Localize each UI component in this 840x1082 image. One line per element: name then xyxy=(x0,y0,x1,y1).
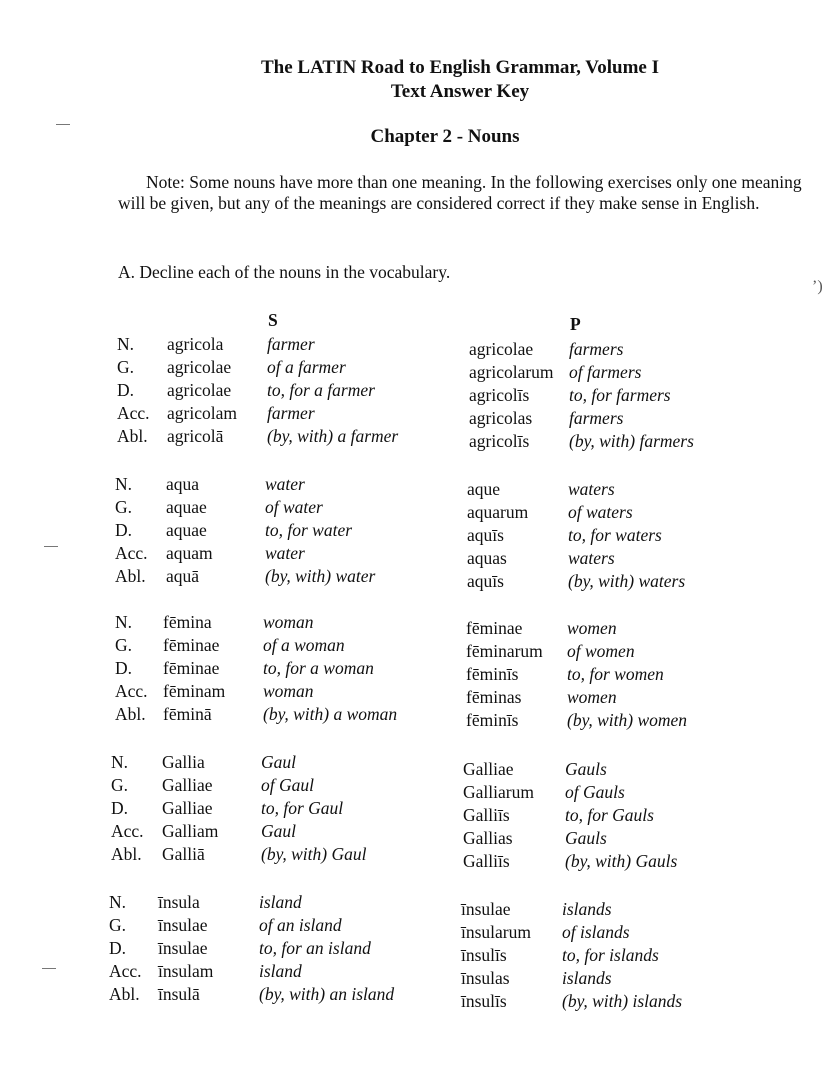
singular-english-meaning: (by, with) a farmer xyxy=(267,426,399,446)
plural-latin-form: aque xyxy=(467,479,501,499)
singular-english-meaning: (by, with) Gaul xyxy=(261,844,367,864)
plural-latin-form: īnsulīs xyxy=(461,991,507,1011)
plural-latin-form: īnsulae xyxy=(461,899,511,919)
declension-row xyxy=(0,892,840,919)
plural-latin-form: agricolarum xyxy=(469,362,554,382)
case-label: N. xyxy=(117,334,135,354)
singular-english-meaning: to, for Gaul xyxy=(261,798,344,818)
declension-row xyxy=(0,497,840,522)
declension-row xyxy=(0,426,840,451)
document-subtitle: Text Answer Key xyxy=(390,81,530,102)
plural-english-meaning: to, for islands xyxy=(562,945,659,965)
scan-speck xyxy=(56,124,70,125)
singular-english-meaning: of a farmer xyxy=(267,357,346,377)
case-label: G. xyxy=(111,775,129,795)
declension-row xyxy=(0,821,840,848)
note-paragraph: Note: Some nouns have more than one meaning. In the following exercises only one meaning will be given, but any of the meanings are considered correct if they make sense in English. xyxy=(118,172,802,213)
singular-english-meaning: (by, with) water xyxy=(265,566,376,586)
case-label: D. xyxy=(115,520,133,540)
plural-english-meaning: farmers xyxy=(569,339,624,359)
singular-latin-form: Galliam xyxy=(162,821,219,841)
plural-english-meaning: (by, with) islands xyxy=(562,991,683,1011)
declension-row xyxy=(0,704,840,730)
singular-english-meaning: to, for water xyxy=(265,520,353,540)
singular-latin-form: agricolā xyxy=(167,426,224,446)
plural-english-meaning: to, for women xyxy=(567,664,664,684)
singular-latin-form: agricolae xyxy=(167,380,232,400)
plural-latin-form: Galliīs xyxy=(463,805,510,825)
plural-english-meaning: waters xyxy=(568,548,615,568)
plural-english-meaning: to, for waters xyxy=(568,525,662,545)
plural-latin-form: fēminarum xyxy=(466,641,543,661)
case-label: D. xyxy=(115,658,133,678)
declension-row xyxy=(0,357,840,382)
plural-english-meaning: islands xyxy=(562,968,612,988)
case-label: Acc. xyxy=(115,681,148,701)
singular-latin-form: īnsulam xyxy=(158,961,214,981)
plural-english-meaning: (by, with) Gauls xyxy=(565,851,678,871)
singular-latin-form: aquā xyxy=(166,566,200,586)
declension-row xyxy=(0,635,840,661)
singular-english-meaning: woman xyxy=(263,681,314,701)
singular-english-meaning: farmer xyxy=(267,334,315,354)
declension-row xyxy=(0,915,840,942)
case-label: Abl. xyxy=(109,984,140,1004)
singular-english-meaning: Gaul xyxy=(261,752,296,772)
plural-english-meaning: women xyxy=(567,687,617,707)
singular-english-meaning: farmer xyxy=(267,403,315,423)
plural-latin-form: aquarum xyxy=(467,502,529,522)
plural-latin-form: aquīs xyxy=(467,571,504,591)
singular-english-meaning: of an island xyxy=(259,915,342,935)
document-title: The LATIN Road to English Grammar, Volume I xyxy=(260,57,659,78)
case-label: D. xyxy=(117,380,135,400)
case-label: G. xyxy=(117,357,135,377)
plural-latin-form: agricolīs xyxy=(469,385,530,405)
plural-latin-form: īnsularum xyxy=(461,922,531,942)
case-label: D. xyxy=(109,938,127,958)
case-label: G. xyxy=(115,497,133,517)
plural-english-meaning: of farmers xyxy=(569,362,642,382)
declension-row xyxy=(0,938,840,965)
singular-latin-form: īnsulae xyxy=(158,915,208,935)
plural-latin-form: agricolae xyxy=(469,339,534,359)
plural-latin-form: fēminae xyxy=(466,618,523,638)
declension-row xyxy=(0,474,840,499)
singular-latin-form: Galliā xyxy=(162,844,205,864)
singular-english-meaning: to, for a farmer xyxy=(267,380,375,400)
declension-row xyxy=(0,681,840,707)
plural-english-meaning: to, for Gauls xyxy=(565,805,654,825)
singular-english-meaning: to, for an island xyxy=(259,938,371,958)
plural-latin-form: īnsulīs xyxy=(461,945,507,965)
case-label: Abl. xyxy=(111,844,142,864)
singular-english-meaning: island xyxy=(259,961,302,981)
singular-latin-form: īnsulae xyxy=(158,938,208,958)
singular-english-meaning: Gaul xyxy=(261,821,296,841)
declension-row xyxy=(0,566,840,591)
case-label: Acc. xyxy=(115,543,148,563)
plural-latin-form: Galliae xyxy=(463,759,514,779)
singular-english-meaning: water xyxy=(265,474,305,494)
declension-row xyxy=(0,752,840,779)
singular-latin-form: īnsula xyxy=(158,892,200,912)
singular-latin-form: agricola xyxy=(167,334,224,354)
singular-english-meaning: water xyxy=(265,543,305,563)
plural-latin-form: īnsulas xyxy=(461,968,510,988)
singular-english-meaning: woman xyxy=(263,612,314,632)
singular-latin-form: Galliae xyxy=(162,798,213,818)
case-label: D. xyxy=(111,798,129,818)
plural-english-meaning: (by, with) farmers xyxy=(569,431,694,451)
singular-english-meaning: to, for a woman xyxy=(263,658,374,678)
plural-latin-form: agricolīs xyxy=(469,431,530,451)
singular-latin-form: agricolam xyxy=(167,403,237,423)
plural-latin-form: Galliīs xyxy=(463,851,510,871)
singular-latin-form: fēminae xyxy=(163,658,220,678)
singular-latin-form: fēmina xyxy=(163,612,212,632)
singular-column-header: S xyxy=(268,310,278,330)
plural-latin-form: fēminas xyxy=(466,687,522,707)
chapter-heading: Chapter 2 - Nouns xyxy=(370,126,520,147)
singular-english-meaning: of Gaul xyxy=(261,775,314,795)
plural-english-meaning: to, for farmers xyxy=(569,385,671,405)
declension-row xyxy=(0,658,840,684)
plural-english-meaning: of women xyxy=(567,641,635,661)
declension-row xyxy=(0,612,840,638)
singular-english-meaning: of a woman xyxy=(263,635,345,655)
margin-mark: ’) xyxy=(812,278,823,295)
plural-english-meaning: of waters xyxy=(568,502,633,522)
plural-english-meaning: of islands xyxy=(562,922,630,942)
singular-latin-form: aqua xyxy=(166,474,200,494)
declension-row xyxy=(0,798,840,825)
case-label: Abl. xyxy=(115,704,146,724)
plural-column-header: P xyxy=(570,314,581,334)
singular-latin-form: aquae xyxy=(166,520,207,540)
case-label: N. xyxy=(111,752,129,772)
case-label: G. xyxy=(115,635,133,655)
singular-latin-form: īnsulā xyxy=(158,984,200,1004)
plural-english-meaning: Gauls xyxy=(565,828,607,848)
case-label: Acc. xyxy=(117,403,150,423)
plural-english-meaning: of Gauls xyxy=(565,782,625,802)
exercise-instruction: A. Decline each of the nouns in the vocabulary. xyxy=(118,262,451,282)
declension-row xyxy=(0,775,840,802)
plural-english-meaning: women xyxy=(567,618,617,638)
plural-english-meaning: (by, with) women xyxy=(567,710,688,730)
case-label: Acc. xyxy=(109,961,142,981)
plural-english-meaning: (by, with) waters xyxy=(568,571,686,591)
singular-english-meaning: island xyxy=(259,892,302,912)
declension-row xyxy=(0,543,840,568)
plural-english-meaning: Gauls xyxy=(565,759,607,779)
plural-english-meaning: farmers xyxy=(569,408,624,428)
plural-english-meaning: islands xyxy=(562,899,612,919)
plural-latin-form: Galliarum xyxy=(463,782,534,802)
case-label: Abl. xyxy=(117,426,148,446)
declension-row xyxy=(0,380,840,405)
declension-row xyxy=(0,844,840,871)
singular-latin-form: Galliae xyxy=(162,775,213,795)
singular-latin-form: aquae xyxy=(166,497,207,517)
declension-row xyxy=(0,961,840,988)
plural-latin-form: fēminīs xyxy=(466,710,519,730)
plural-latin-form: agricolas xyxy=(469,408,533,428)
declension-row xyxy=(0,520,840,545)
singular-english-meaning: (by, with) an island xyxy=(259,984,395,1004)
singular-latin-form: fēminā xyxy=(163,704,212,724)
case-label: N. xyxy=(115,612,133,632)
singular-english-meaning: of water xyxy=(265,497,323,517)
declension-row xyxy=(0,334,840,359)
case-label: Acc. xyxy=(111,821,144,841)
singular-latin-form: fēminam xyxy=(163,681,226,701)
singular-english-meaning: (by, with) a woman xyxy=(263,704,398,724)
declension-row xyxy=(0,403,840,428)
plural-latin-form: aquas xyxy=(467,548,507,568)
singular-latin-form: fēminae xyxy=(163,635,220,655)
case-label: G. xyxy=(109,915,127,935)
singular-latin-form: Gallia xyxy=(162,752,205,772)
plural-latin-form: aquīs xyxy=(467,525,504,545)
case-label: N. xyxy=(109,892,127,912)
plural-latin-form: fēminīs xyxy=(466,664,519,684)
plural-latin-form: Gallias xyxy=(463,828,513,848)
plural-english-meaning: waters xyxy=(568,479,615,499)
case-label: N. xyxy=(115,474,133,494)
singular-latin-form: agricolae xyxy=(167,357,232,377)
case-label: Abl. xyxy=(115,566,146,586)
declension-row xyxy=(0,984,840,1011)
singular-latin-form: aquam xyxy=(166,543,213,563)
